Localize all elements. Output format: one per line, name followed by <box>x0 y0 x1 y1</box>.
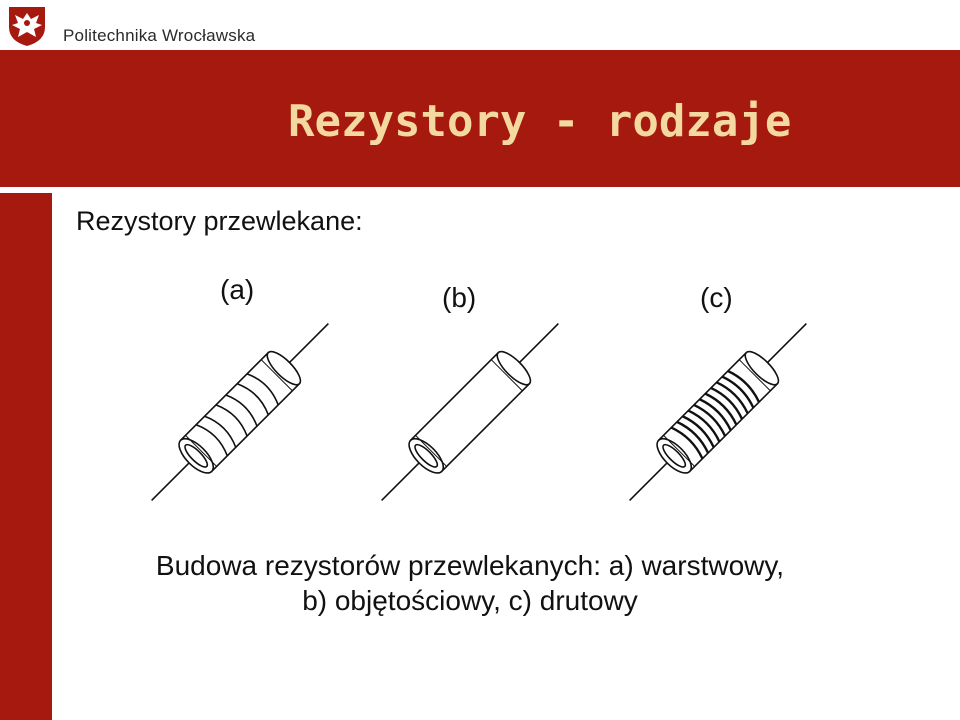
left-accent-stripe <box>0 50 52 720</box>
figure-caption <box>80 548 860 618</box>
figure-label-b: (b) <box>442 282 477 313</box>
stripe-divider <box>0 187 52 193</box>
resistor-drawings <box>140 272 820 512</box>
top-bar <box>0 0 960 50</box>
figure-label-a: (a) <box>220 274 255 305</box>
slide-subtitle: Rezystory przewlekane: <box>76 206 363 236</box>
figure-label-c: (c) <box>700 282 733 313</box>
slide-title: Rezystory - rodzaje <box>288 96 792 147</box>
resistor-figure <box>140 272 820 512</box>
caption-line-1: Budowa rezystorów przewlekanych: a) warstwowy, <box>155 550 785 581</box>
resistor-composition <box>366 308 574 512</box>
institution-name: Politechnika Wrocławska <box>63 26 256 45</box>
resistor-wirewound <box>614 308 820 512</box>
caption-line-2: b) objętościowy, c) drutowy <box>302 585 638 616</box>
eagle-crest-icon <box>6 3 48 47</box>
resistor-film <box>140 308 344 512</box>
